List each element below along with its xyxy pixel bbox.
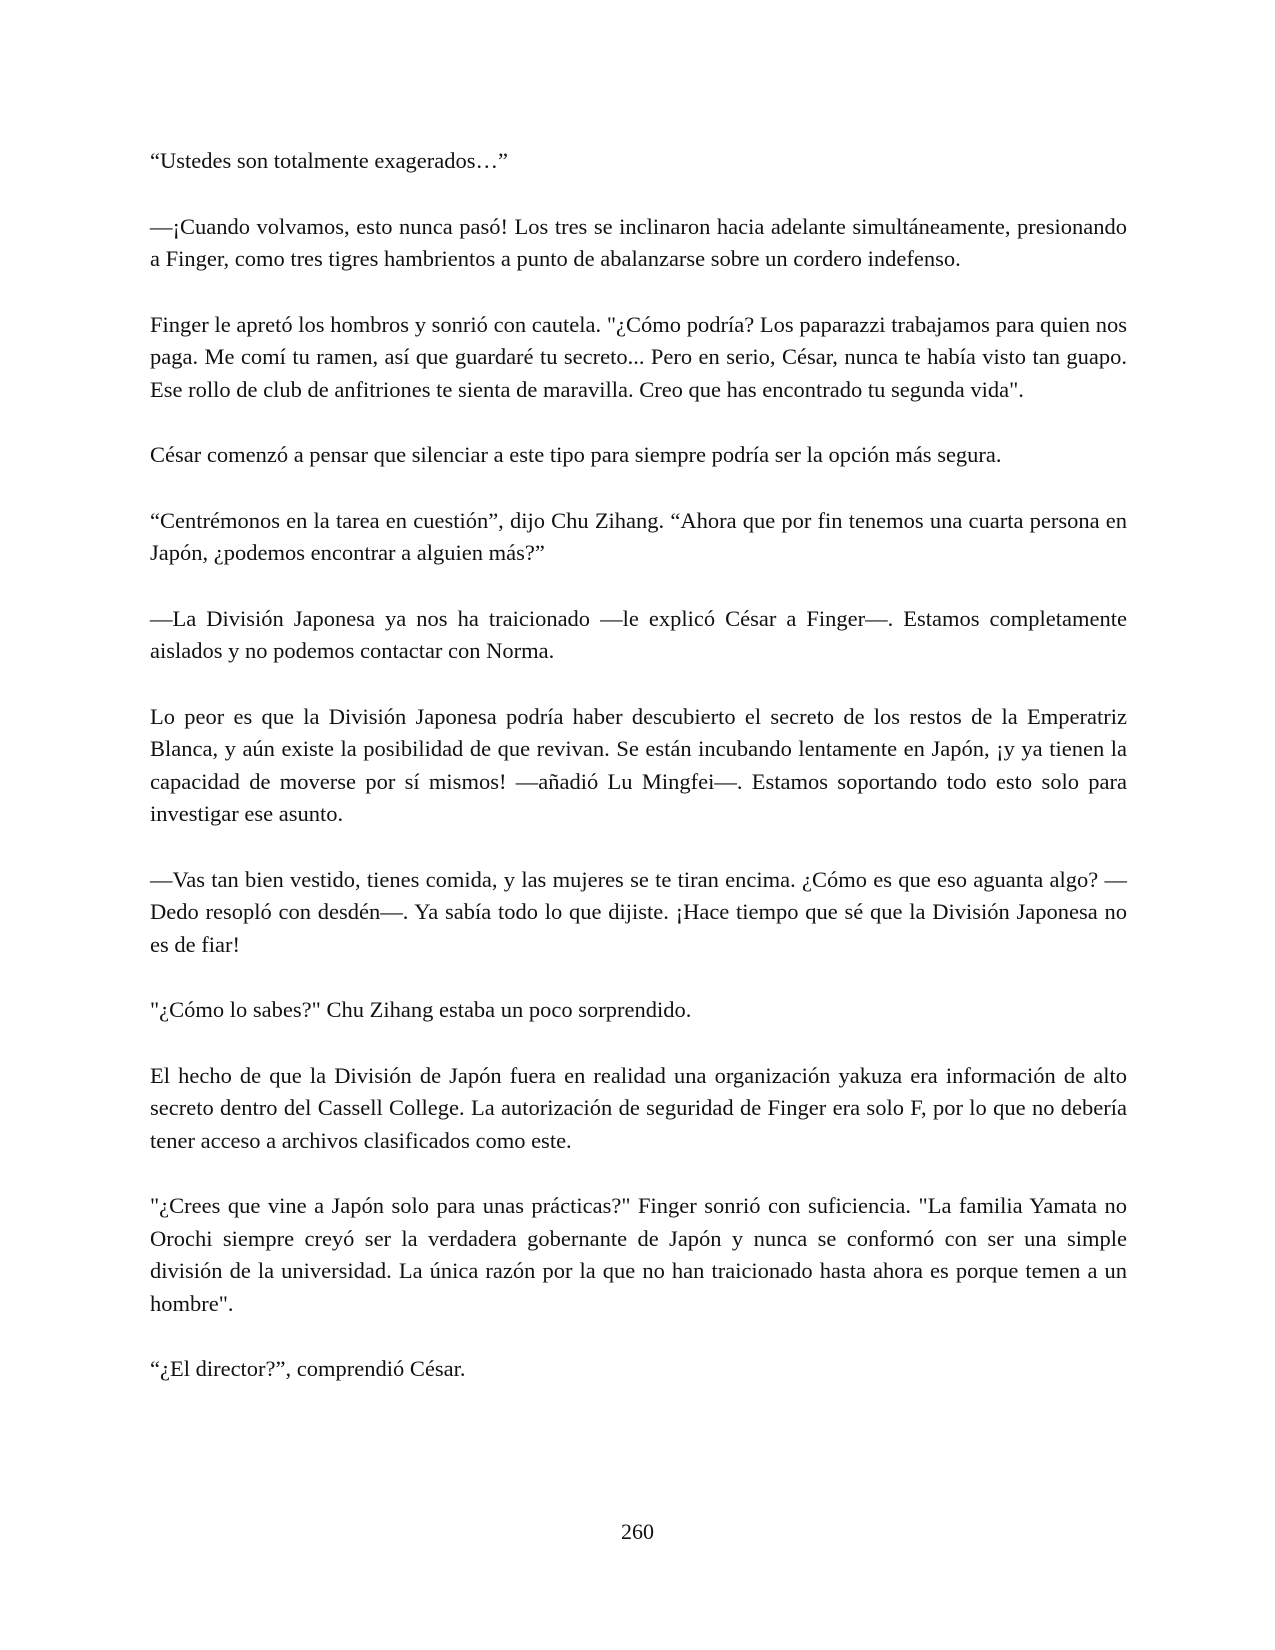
paragraph-7: Lo peor es que la División Japonesa podría haber descubierto el secreto de los restos de la Emperatriz Blanca, y aún existe la posibilidad de que revivan. Se están incubando lentamente en Japón, ¡y ya tienen la capacidad de moverse por sí mismos! —añadió Lu Mingfei—. Estamos soportando todo esto solo para investigar ese asunto.	[150, 703, 1127, 826]
paragraph-2: —¡Cuando volvamos, esto nunca pasó! Los tres se inclinaron hacia adelante simultáneamente, presionando a Finger, como tres tigres hambrientos a punto de abalanzarse sobre un cordero indefenso.	[150, 213, 1127, 271]
body-text	[150, 145, 1127, 1419]
paragraph-12: “¿El director?”, comprendió César.	[150, 1356, 466, 1381]
paragraph-11: "¿Crees que vine a Japón solo para unas prácticas?" Finger sonrió con suficiencia. "La familia Yamata no Orochi siempre creyó ser la verdadera gobernante de Japón y nunca se conformó con ser una simple división de la universidad. La única razón por la que no han traicionado hasta ahora es porque temen a un hombre".	[150, 1193, 1127, 1316]
paragraph-5: “Centrémonos en la tarea en cuestión”, dijo Chu Zihang. “Ahora que por fin tenemos una cuarta persona en Japón, ¿podemos encontrar a alguien más?”	[150, 507, 1127, 565]
paragraph-3: Finger le apretó los hombros y sonrió con cautela. "¿Cómo podría? Los paparazzi trabajamos para quien nos paga. Me comí tu ramen, así que guardaré tu secreto... Pero en serio, César, nunca te había visto tan guapo. Ese rollo de club de anfitriones te sienta de maravilla. Creo que has encontrado tu segunda vida".	[150, 311, 1127, 402]
paragraph-4: César comenzó a pensar que silenciar a este tipo para siempre podría ser la opción más segura.	[150, 442, 1002, 467]
page-number: 260	[621, 1519, 654, 1544]
paragraph-1: “Ustedes son totalmente exagerados…”	[150, 148, 509, 173]
paragraph-10: El hecho de que la División de Japón fuera en realidad una organización yakuza era información de alto secreto dentro del Cassell College. La autorización de seguridad de Finger era solo F, por lo que no debería tener acceso a archivos clasificados como este.	[150, 1062, 1127, 1153]
paragraph-6: —La División Japonesa ya nos ha traicionado —le explicó César a Finger—. Estamos completamente aislados y no podemos contactar con Norma.	[150, 605, 1127, 663]
paragraph-8: —Vas tan bien vestido, tienes comida, y las mujeres se te tiran encima. ¿Cómo es que eso aguanta algo? —Dedo resopló con desdén—. Ya sabía todo lo que dijiste. ¡Hace tiempo que sé que la División Japonesa no es de fiar!	[150, 866, 1127, 957]
paragraph-9: "¿Cómo lo sabes?" Chu Zihang estaba un poco sorprendido.	[150, 997, 692, 1022]
